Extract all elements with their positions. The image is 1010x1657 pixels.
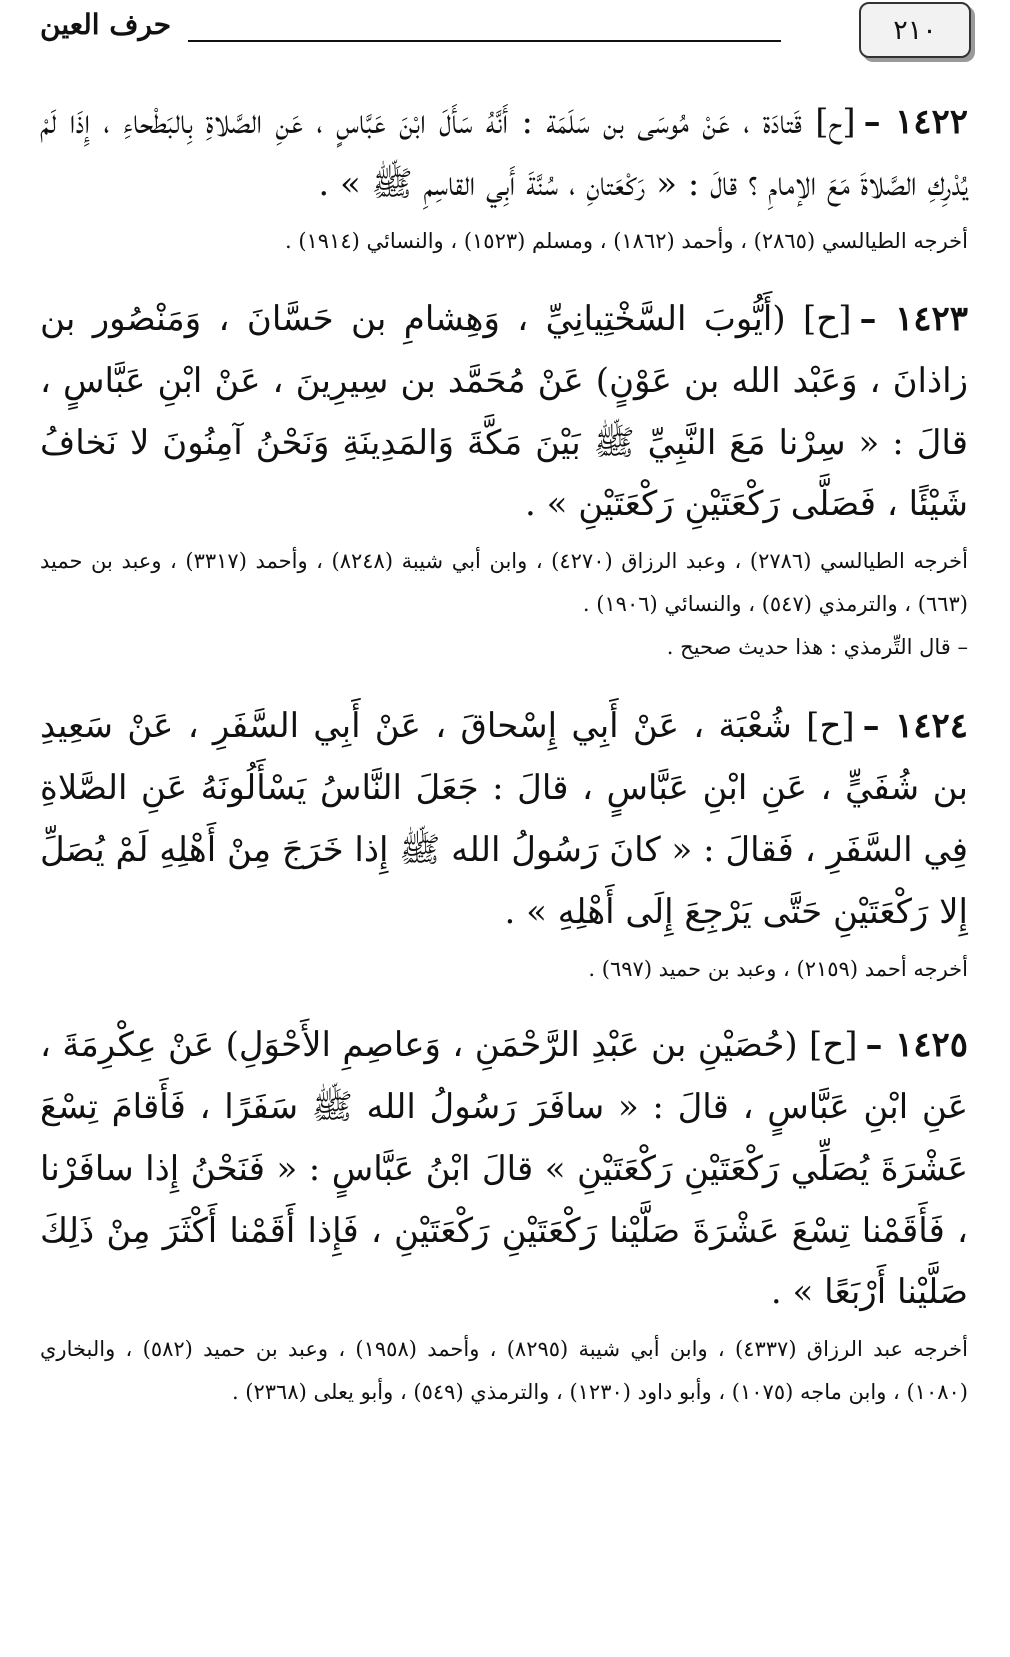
hadith-number: ١٤٢٥ –: [865, 1024, 969, 1065]
takhrij-note: أخرجه عبد الرزاق (٤٣٣٧) ، وابن أبي شيبة (٨٢٩٥) ، وأحمد (١٩٥٨) ، وعبد بن حميد (٥٨٢) ، والبخاري (١٠٨٠) ، وابن ماجه (١٠٧٥) ، وأبو داود (١٢٣٠) ، والترمذي (٥٤٩) ، وأبو يعلى (٢٣٦٨) .: [40, 1337, 969, 1405]
hadith-entry: [40, 92, 968, 263]
hadith-text: [ح] (أَيُّوبَ السَّخْتِيانِيِّ ، وَهِشامِ بن حَسَّانَ ، وَمَنْصُور بن زاذانَ ، وَعَبْد الله بن عَوْنٍ) عَنْ مُحَمَّد بن سِيرِينَ ، عَنْ ابْنِ عَبَّاسٍ ، قالَ : « سِرْنا مَعَ النَّبِيِّ ﷺ بَيْنَ مَكَّةَ وَالمَدِينَةِ وَنَحْنُ آمِنُونَ لا نَخافُ شَيْئًا ، فَصَلَّى رَكْعَتَيْنِ رَكْعَتَيْنِ » .: [40, 298, 968, 525]
running-header: [36, 0, 971, 60]
hadith-entry: [40, 1015, 968, 1414]
hadith-text-block: [40, 1015, 968, 1324]
hadith-number: ١٤٢٢ –: [863, 102, 968, 142]
hadith-text: [ح] شُعْبَة ، عَنْ أَبِي إِسْحاقَ ، عَنْ أَبِي السَّفَرِ ، عَنْ سَعِيدِ بن شُفَيٍّ ، عَنِ ابْنِ عَبَّاسٍ ، قالَ : جَعَلَ النَّاسُ يَسْأَلُونَهُ عَنِ الصَّلاةِ فِي السَّفَرِ ، فَقالَ : « كانَ رَسُولُ الله ﷺ إِذا خَرَجَ مِنْ أَهْلِهِ لَمْ يُصَلِّ إِلا رَكْعَتَيْنِ حَتَّى يَرْجِعَ إِلَى أَهْلِهِ » .: [40, 706, 968, 933]
hadith-text-block: [40, 289, 968, 537]
hadith-text: [ح] قَتادَة ، عَنْ مُوسَى بن سَلَمَة : أَنَّهُ سَأَلَ ابْنَ عَبَّاسٍ ، عَنِ الصَّلاةِ بِالبَطْحاءِ ، إِذَا لَمْ يُدْرِكِ الصَّلاةَ مَعَ الإمامِ ؟ قالَ : « رَكْعَتانِ ، سُنَّةَ أَبِي القاسِمِ ﷺ » .: [40, 102, 968, 204]
hadith-text-block: [40, 92, 968, 216]
takhrij-note: أخرجه أحمد (٢١٥٩) ، وعبد بن حميد (٦٩٧) .: [588, 956, 968, 981]
hadith-entry: [40, 289, 968, 669]
takhrij-note: أخرجه الطيالسي (٢٨٦٥) ، وأحمد (١٨٦٢) ، ومسلم (١٥٢٣) ، والنسائي (١٩١٤) .: [284, 228, 968, 253]
page-content: [40, 92, 968, 1440]
page-number: ٢١٠: [859, 2, 971, 58]
header-rule: [188, 40, 781, 42]
hadith-number: ١٤٢٣ –: [859, 298, 968, 339]
hadith-entry: [40, 696, 968, 991]
takhrij-note: أخرجه الطيالسي (٢٧٨٦) ، وعبد الرزاق (٤٢٧٠) ، وابن أبي شيبة (٨٢٤٨) ، وأحمد (٣٣١٧) ، وعبد بن حميد (٦٦٣) ، والترمذي (٥٤٧) ، والنسائي (١٩٠٦) .: [40, 549, 968, 617]
hadith-text-block: [40, 696, 968, 944]
tirmidhi-remark: – قال التِّرمذي : هذا حديث صحيح .: [666, 635, 968, 660]
hadith-number: ١٤٢٤ –: [862, 706, 968, 747]
hadith-text: [ح] (حُصَيْنِ بن عَبْدِ الرَّحْمَنِ ، وَعاصِمِ الأَحْوَلِ) عَنْ عِكْرِمَةَ ، عَنِ ابْنِ عَبَّاسٍ ، قالَ : « سافَرَ رَسُولُ الله ﷺ سَفَرًا ، فَأَقامَ تِسْعَ عَشْرَةَ يُصَلِّي رَكْعَتَيْنِ رَكْعَتَيْنِ » قالَ ابْنُ عَبَّاسٍ : « فَنَحْنُ إِذا سافَرْنا ، فَأَقَمْنا تِسْعَ عَشْرَةَ صَلَّيْنا رَكْعَتَيْنِ رَكْعَتَيْنِ ، فَإِذا أَقَمْنا أَكْثَرَ مِنْ ذَلِكَ صَلَّيْنا أَرْبَعًا » .: [40, 1024, 968, 1313]
chapter-title: حرف العين: [40, 8, 172, 41]
